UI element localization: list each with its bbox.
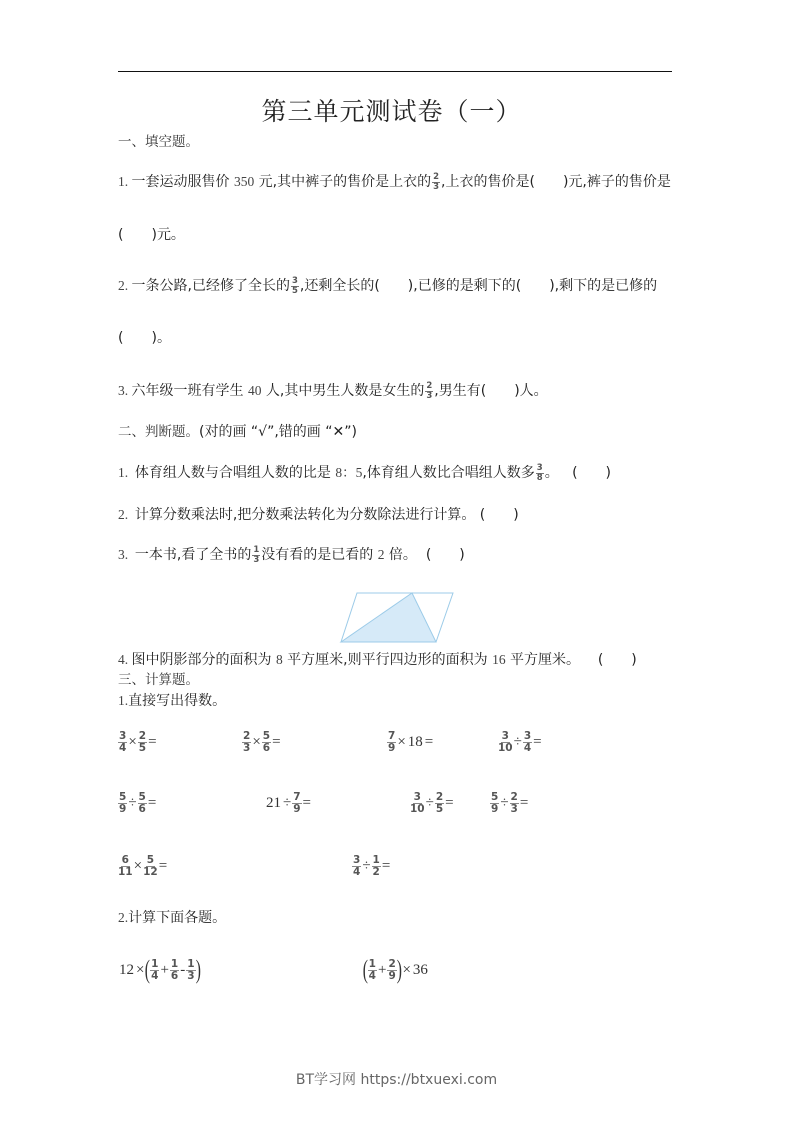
close-paren: )	[151, 330, 157, 346]
number: 2.	[118, 507, 135, 522]
divide-sign: ÷	[513, 733, 522, 750]
number: 1.	[118, 693, 129, 708]
multiply-sign: ×	[402, 961, 411, 978]
multiply-sign: ×	[397, 733, 406, 750]
number: 2.	[118, 910, 129, 925]
judgment-question-3	[118, 545, 465, 565]
text: 平方厘米,则平行四边形的面积为	[282, 652, 493, 668]
number: 16	[492, 652, 506, 667]
denominator: 4	[119, 741, 127, 754]
fraction	[143, 855, 158, 878]
text: ,男生有	[434, 383, 481, 399]
equals-sign: =	[445, 794, 454, 811]
fraction	[425, 382, 433, 400]
fraction	[387, 731, 396, 754]
denominator: 3	[243, 741, 251, 754]
numerator: 5	[146, 853, 155, 866]
denominator: 4	[151, 969, 159, 982]
denominator: 6	[262, 741, 271, 754]
multiply-sign: ×	[133, 857, 143, 874]
answer-blank	[426, 547, 465, 563]
divide-sign: ÷	[362, 857, 371, 874]
answer-blank	[572, 465, 611, 481]
page-title: 第三单元测试卷（一）	[261, 97, 522, 126]
denominator: 3	[426, 390, 433, 401]
denominator: 4	[353, 865, 361, 878]
answer-blank	[598, 652, 637, 668]
fill-question-2-line-1	[118, 276, 657, 296]
text: 倍。	[384, 547, 426, 563]
number: 8	[275, 652, 283, 667]
close-paren: )	[562, 174, 569, 190]
fraction	[292, 792, 301, 815]
text: 图中阴影部分的面积为	[131, 652, 276, 668]
plus-sign: +	[160, 961, 169, 978]
close-paren: )	[459, 547, 465, 563]
number: 2.	[118, 278, 132, 293]
number: 21	[266, 794, 281, 811]
multiply-sign: ×	[252, 733, 261, 750]
numerator: 2	[138, 729, 147, 742]
calc-item	[118, 854, 168, 878]
denominator: 9	[388, 741, 396, 754]
fraction	[170, 959, 179, 982]
numerator: 1	[151, 957, 159, 970]
fraction	[118, 731, 127, 754]
calc-expression	[118, 955, 201, 984]
fraction	[252, 546, 260, 564]
numerator: 5	[138, 790, 146, 803]
answer-blank	[374, 278, 413, 294]
fraction	[242, 731, 251, 754]
open-paren: (	[515, 278, 522, 294]
numerator: 5	[119, 790, 127, 803]
equals-sign: =	[424, 733, 434, 750]
denominator: 9	[293, 802, 301, 815]
equals-sign: =	[302, 794, 312, 811]
text: ,体育组人数比合唱组人数多	[362, 465, 535, 481]
equals-sign: =	[148, 733, 157, 750]
denominator: 5	[291, 285, 298, 296]
text: 没有看的是已看的	[261, 547, 378, 563]
equals-sign: =	[533, 733, 542, 750]
numerator: 3	[119, 729, 127, 742]
answer-blank	[529, 174, 568, 190]
plus-sign: +	[377, 961, 387, 978]
fraction	[352, 855, 361, 878]
text: ,剩下的是已修的	[554, 278, 658, 294]
open-paren: (	[425, 547, 432, 563]
parenthesis: )	[195, 955, 201, 984]
text: 元,其中裤子的售价是上衣的	[254, 174, 432, 190]
number: 8：5	[335, 465, 363, 480]
fill-question-1-line-1	[118, 172, 671, 192]
text: ,还剩全长的	[299, 278, 375, 294]
calc-part-1-title	[118, 691, 226, 711]
denominator: 3	[433, 181, 440, 192]
numerator: 1	[253, 545, 260, 555]
calc-item	[352, 854, 391, 878]
judgment-question-1	[118, 463, 611, 483]
answer-blank	[118, 330, 157, 346]
number: 3.	[118, 547, 135, 562]
divide-sign: ÷	[283, 794, 292, 811]
fraction	[510, 792, 519, 815]
calc-item	[498, 730, 543, 754]
numerator: 2	[243, 729, 251, 742]
denominator: 4	[368, 969, 376, 982]
denominator: 9	[119, 802, 127, 815]
answer-blank	[481, 383, 520, 399]
denominator: 2	[372, 865, 380, 878]
multiply-sign: ×	[128, 733, 137, 750]
divide-sign: ÷	[425, 794, 434, 811]
number: 1.	[118, 174, 132, 189]
watermark: BT学习网 https://btxuexi.com	[295, 1072, 498, 1088]
numerator: 2	[435, 790, 444, 803]
numerator: 3	[536, 463, 543, 473]
text: 计算分数乘法时,把分数乘法转化为分数除法进行计算。	[134, 507, 480, 523]
calc-item	[265, 791, 312, 815]
equals-sign: =	[272, 733, 281, 750]
judgment-question-4	[118, 650, 637, 670]
section-heading: 二、判断题。	[118, 424, 199, 439]
equals-sign: =	[381, 857, 391, 874]
fill-question-3	[118, 381, 548, 401]
fraction	[498, 731, 513, 754]
denominator: 12	[143, 865, 158, 878]
header-rule	[118, 71, 672, 72]
denominator: 10	[410, 802, 425, 815]
numerator: 3	[413, 790, 421, 803]
calc-item	[410, 791, 455, 815]
numerator: 6	[121, 853, 129, 866]
calc-item	[118, 791, 157, 815]
text: (对的画 “√”,错的画 “✕”)	[199, 424, 357, 440]
fraction	[523, 731, 532, 754]
text: 人。	[519, 383, 548, 399]
numerator: 2	[426, 381, 433, 391]
fraction	[150, 959, 159, 982]
divide-sign: ÷	[128, 794, 137, 811]
answer-blank	[516, 278, 555, 294]
equals-sign: =	[519, 794, 529, 811]
close-paren: )	[605, 465, 611, 481]
open-paren: (	[597, 652, 604, 668]
fraction	[262, 731, 271, 754]
open-paren: (	[374, 278, 380, 294]
answer-blank	[118, 227, 157, 243]
text: 六年级一班有学生	[131, 383, 248, 399]
numerator: 2	[388, 957, 396, 970]
number: 1.	[118, 465, 135, 480]
text: 。	[544, 465, 573, 481]
fraction	[387, 959, 396, 982]
close-paren: )	[151, 227, 157, 243]
denominator: 9	[388, 969, 396, 982]
denominator: 3	[187, 969, 195, 982]
text: 元。	[156, 227, 185, 243]
close-paren: )	[631, 652, 637, 668]
fraction	[536, 464, 544, 482]
fraction	[118, 792, 127, 815]
numerator: 2	[433, 172, 440, 182]
denominator: 8	[536, 472, 543, 483]
section-heading: 一、填空题。	[118, 134, 199, 149]
text: 一套运动服售价	[131, 174, 234, 190]
numerator: 3	[501, 729, 509, 742]
equals-sign: =	[158, 857, 168, 874]
number: 36	[412, 961, 428, 978]
fraction	[291, 277, 299, 295]
fill-question-2-line-2	[118, 328, 171, 348]
numerator: 3	[523, 729, 532, 742]
number: 3.	[118, 383, 132, 398]
open-paren: (	[479, 507, 486, 523]
parenthesis: )	[396, 955, 402, 984]
fraction	[186, 959, 195, 982]
fraction	[490, 792, 499, 815]
open-paren: (	[480, 383, 487, 399]
calc-item	[490, 791, 529, 815]
text: 。	[156, 330, 171, 346]
section-heading-fill-in	[118, 132, 199, 152]
multiply-sign: ×	[136, 961, 145, 978]
close-paren: )	[513, 507, 519, 523]
section-heading: 三、计算题。	[118, 672, 199, 687]
numerator: 5	[262, 729, 271, 742]
denominator: 6	[170, 969, 179, 982]
text: 直接写出得数。	[128, 693, 227, 709]
number: 40	[247, 383, 262, 398]
denominator: 4	[523, 741, 532, 754]
numerator: 3	[353, 853, 361, 866]
numerator: 7	[388, 729, 396, 742]
parenthesis: (	[362, 955, 368, 984]
denominator: 6	[138, 802, 146, 815]
text: ,上衣的售价是	[441, 174, 530, 190]
fraction	[368, 959, 377, 982]
open-paren: (	[118, 227, 124, 243]
numerator: 1	[170, 957, 179, 970]
fraction	[410, 792, 425, 815]
divide-sign: ÷	[500, 794, 509, 811]
denominator: 10	[498, 741, 513, 754]
open-paren: (	[118, 330, 124, 346]
denominator: 9	[491, 802, 499, 815]
numerator: 1	[368, 957, 376, 970]
denominator: 5	[138, 741, 147, 754]
numerator: 5	[491, 790, 499, 803]
denominator: 3	[510, 802, 518, 815]
numerator: 3	[291, 276, 298, 286]
number: 2	[377, 547, 385, 562]
number: 4.	[118, 652, 132, 667]
judgment-question-2	[118, 505, 519, 525]
fraction	[118, 855, 133, 878]
minus-sign: -	[180, 961, 186, 978]
parallelogram-figure	[335, 588, 460, 648]
calc-item	[242, 730, 282, 754]
numerator: 1	[372, 853, 380, 866]
denominator: 11	[118, 865, 133, 878]
text: 体育组人数与合唱组人数的比是	[134, 465, 336, 481]
open-paren: (	[572, 465, 578, 481]
section-heading-calculation	[118, 670, 199, 690]
number: 12	[119, 961, 134, 978]
text: 一条公路,已经修了全长的	[131, 278, 290, 294]
text: ,已修的是剩下的	[413, 278, 516, 294]
numerator: 2	[510, 790, 518, 803]
calc-item	[118, 730, 158, 754]
denominator: 3	[253, 554, 260, 565]
numerator: 1	[187, 957, 195, 970]
numerator: 7	[293, 790, 301, 803]
close-paren: )	[549, 278, 555, 294]
number: 350	[233, 174, 255, 189]
text: 平方厘米。	[505, 652, 598, 668]
section-heading-judgment	[118, 422, 357, 442]
open-paren: (	[529, 174, 535, 190]
number: 18	[407, 733, 423, 750]
text: 计算下面各题。	[128, 910, 227, 926]
denominator: 5	[435, 802, 444, 815]
text: 一本书,看了全书的	[134, 547, 252, 563]
fraction	[138, 792, 147, 815]
fraction	[435, 792, 444, 815]
answer-blank	[480, 507, 519, 523]
text: 元,裤子的售价是	[568, 174, 671, 190]
close-paren: )	[407, 278, 414, 294]
calc-item	[387, 730, 434, 754]
fill-question-1-line-2	[118, 225, 185, 245]
calc-part-2-title	[118, 908, 226, 928]
equals-sign: =	[147, 794, 157, 811]
fraction	[432, 173, 440, 191]
fraction	[372, 855, 381, 878]
text: 人,其中男生人数是女生的	[261, 383, 425, 399]
fraction	[138, 731, 147, 754]
parenthesis: (	[145, 955, 151, 984]
calc-expression	[362, 955, 429, 984]
close-paren: )	[514, 383, 520, 399]
